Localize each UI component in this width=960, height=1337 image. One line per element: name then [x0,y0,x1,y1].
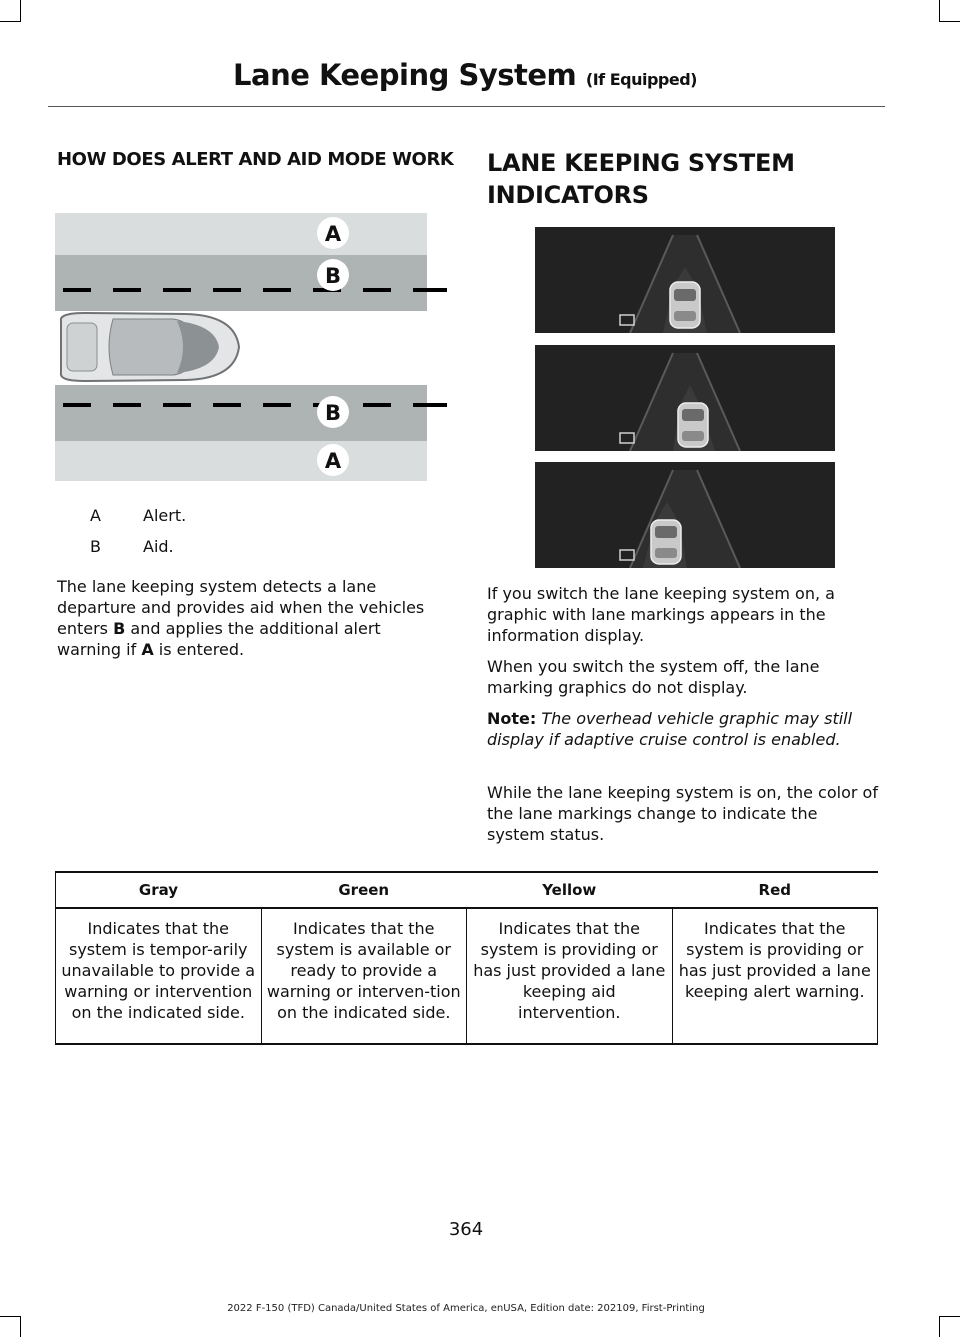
alert-zone-top [55,213,427,255]
legend-key: A [90,506,101,525]
zone-label-a-bottom [317,444,349,476]
section-heading-indicators [487,147,887,211]
section-heading-alert-aid: HOW DOES ALERT AND AID MODE WORK [57,149,454,170]
table-cell-gray: Indicates that the system is tempor-arily unavailable to provide a warning or intervention on the indicated side. [56,908,262,1044]
heading-line: LANE KEEPING SYSTEM [487,149,795,177]
table-cell-red: Indicates that the system is providing or has just provided a lane keeping alert warning. [672,908,878,1044]
crop-mark [20,0,21,22]
crop-mark [20,1316,21,1337]
svg-text:A: A [324,222,342,246]
alert-zone-bottom [55,441,427,481]
aid-zone-bottom [55,385,427,441]
lane-color-table [55,871,878,1045]
column-header-green: Green [261,872,467,908]
crop-mark [0,1316,20,1317]
note-text: The overhead vehicle graphic may still display if adaptive cruise control is enabled. [487,709,853,749]
header-rule [48,106,885,107]
table-header-row [56,872,878,908]
table-cell-yellow: Indicates that the system is providing or has just provided a lane keeping aid intervention. [467,908,673,1044]
zone-label-b-top [317,259,349,291]
page-number: 364 [448,1219,484,1240]
zone-label-b-bottom [317,396,349,428]
paragraph-system-on: If you switch the lane keeping system on, a graphic with lane markings appears in the information display. [487,584,835,645]
lane-diagram [55,213,450,483]
indicator-panel-left [535,462,835,568]
page-title-subtitle: (If Equipped) [585,70,697,89]
paragraph-system-off: When you switch the system off, the lane marking graphics do not display. [487,657,820,697]
page-footer: 2022 F-150 (TFD) Canada/United States of America, enUSA, Edition date: 202109, First-Printing [227,1303,705,1314]
column-header-gray: Gray [56,872,262,908]
note-label: Note: [487,709,537,728]
paragraph-color-status: While the lane keeping system is on, the color of the lane markings change to indicate the system status. [487,783,878,844]
crop-mark [939,1316,960,1317]
indicator-panel-right [535,345,835,451]
crop-mark [939,0,940,22]
legend-value: Alert. [143,506,187,525]
column-header-red: Red [672,872,878,908]
indicator-panel-centered [535,227,835,333]
heading-line: INDICATORS [487,181,649,209]
svg-text:B: B [324,264,342,288]
zone-label-a-top [317,217,349,249]
svg-text:B: B [324,401,342,425]
legend-value: Aid. [143,537,174,556]
aid-zone-top [55,255,427,311]
alert-aid-description: The lane keeping system detects a lane departure and provides aid when the vehicles enters B and applies the additional alert warning if A is entered. [57,577,425,659]
column-header-yellow: Yellow [467,872,673,908]
page-title [0,58,930,92]
crop-mark [0,21,20,22]
svg-text:A: A [324,449,342,473]
legend-key: B [90,537,101,556]
crop-mark [939,21,960,22]
note-paragraph [487,708,880,750]
page-title-main: Lane Keeping System [233,58,577,92]
crop-mark [939,1316,940,1337]
vehicle-top-view [61,313,239,381]
table-cell-green: Indicates that the system is available or ready to provide a warning or interven-tion on the indicated side. [261,908,467,1044]
table-row [56,908,878,1044]
